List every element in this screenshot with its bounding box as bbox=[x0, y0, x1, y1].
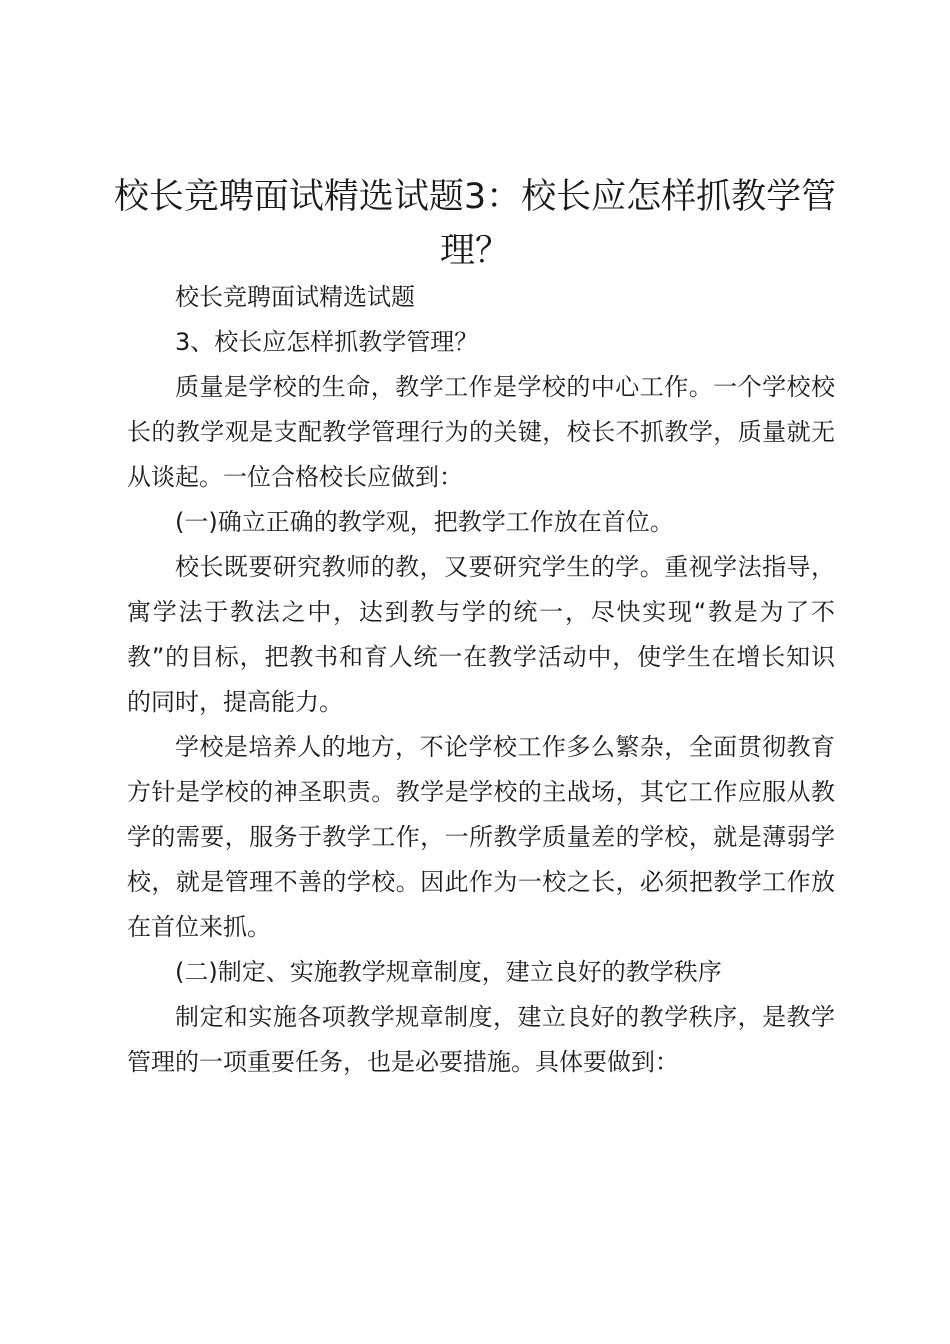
paragraph-body: 学校是培养人的地方，不论学校工作多么繁杂，全面贯彻教育方针是学校的神圣职责。教学是学校的主战场，其它工作应服从教学的需要，服务于教学工作，一所教学质量差的学校，就是薄弱学校，就是管理不善的学校。因此作为一校之长，必须把教学工作放在首位来抓。 bbox=[127, 733, 835, 941]
document-title: 校长竞聘面试精选试题3：校长应怎样抓教学管理？ bbox=[113, 177, 837, 271]
paragraph-heading-1: (一)确立正确的教学观，把教学工作放在首位。 bbox=[175, 508, 674, 536]
paragraph-body: 校长既要研究教师的教，又要研究学生的学。重视学法指导，寓学法于教法之中，达到教与学的统一，尽快实现“教是为了不教”的目标，把教书和育人统一在教学活动中，使学生在增长知识的同时，提高能力。 bbox=[127, 553, 835, 716]
paragraph-heading-2: (二)制定、实施教学规章制度，建立良好的教学秩序 bbox=[175, 958, 722, 986]
document-body bbox=[127, 275, 835, 1085]
paragraph-subtitle: 校长竞聘面试精选试题 bbox=[175, 283, 415, 311]
paragraph-question: 3、校长应怎样抓教学管理？ bbox=[175, 328, 479, 356]
paragraph-body: 制定和实施各项教学规章制度，建立良好的教学秩序，是教学管理的一项重要任务，也是必要措施。具体要做到： bbox=[127, 1003, 835, 1076]
paragraph-intro: 质量是学校的生命，教学工作是学校的中心工作。一个学校校长的教学观是支配教学管理行为的关键，校长不抓教学，质量就无从谈起。一位合格校长应做到： bbox=[127, 373, 835, 491]
